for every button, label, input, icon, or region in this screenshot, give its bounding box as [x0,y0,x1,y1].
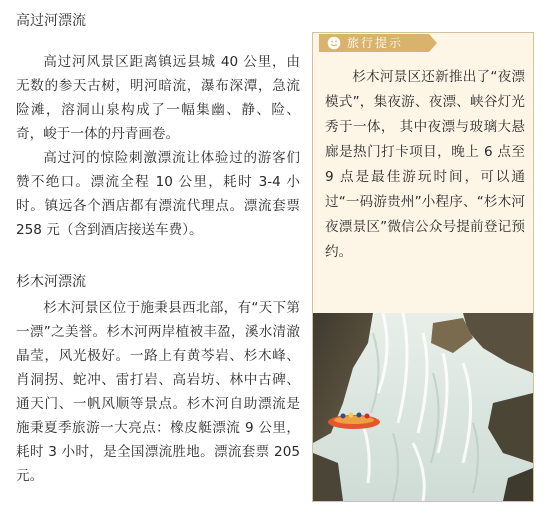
travel-tip-label: 旅行提示 [347,36,404,50]
smiley-icon [327,36,341,50]
main-article [16,0,300,488]
travel-tip-box [312,32,534,502]
shamuhe-title: 杉木河漂流 [16,274,86,290]
gaoguohe-paragraph-1: 高过河风景区距离镇远县城 40 公里，由无数的参天古树，明河暗流，瀑布深潭，急流险滩，溶洞山泉构成了一幅集幽、静、险、奇，峻于一体的丹青画卷。 [16,54,300,142]
travel-tip-text: 杉木河景区还新推出了“夜漂模式”，集夜游、夜漂、峡谷灯光秀于一体， 其中夜漂与玻璃大悬廊是热门打卡项目，晚上 6 点至 9 点是最佳游玩时间，可以通过“一码游贵州”小程序、“杉木河夜漂景区”微信公众号提前登记预约。 [325,69,525,260]
travel-tip-header [319,34,429,52]
shamuhe-paragraph-1: 杉木河景区位于施秉县西北部，有“天下第一漂”之美誉。杉木河两岸植被丰盈，溪水清澈晶莹，风光极好。一路上有黄芩岩、杉木峰、肖洞拐、蛇冲、雷打岩、高岩坊、林中古碑、通天门、一帆风顺等景点。杉木河自助漂流是施秉夏季旅游一大亮点：橡皮艇漂流 9 公里，耗时 3 小时，是全国漂流胜地。漂流套票 205 元。 [16,300,300,484]
rafting-photo [313,313,533,501]
gaoguohe-title: 高过河漂流 [16,13,86,29]
gaoguohe-paragraph-2: 高过河的惊险刺激漂流让体验过的游客们赞不绝口。漂流全程 10 公里，耗时 3-4 小时。镇远各个酒店都有漂流代理点。漂流套票 258 元（含到酒店接送车费）。 [16,150,300,238]
